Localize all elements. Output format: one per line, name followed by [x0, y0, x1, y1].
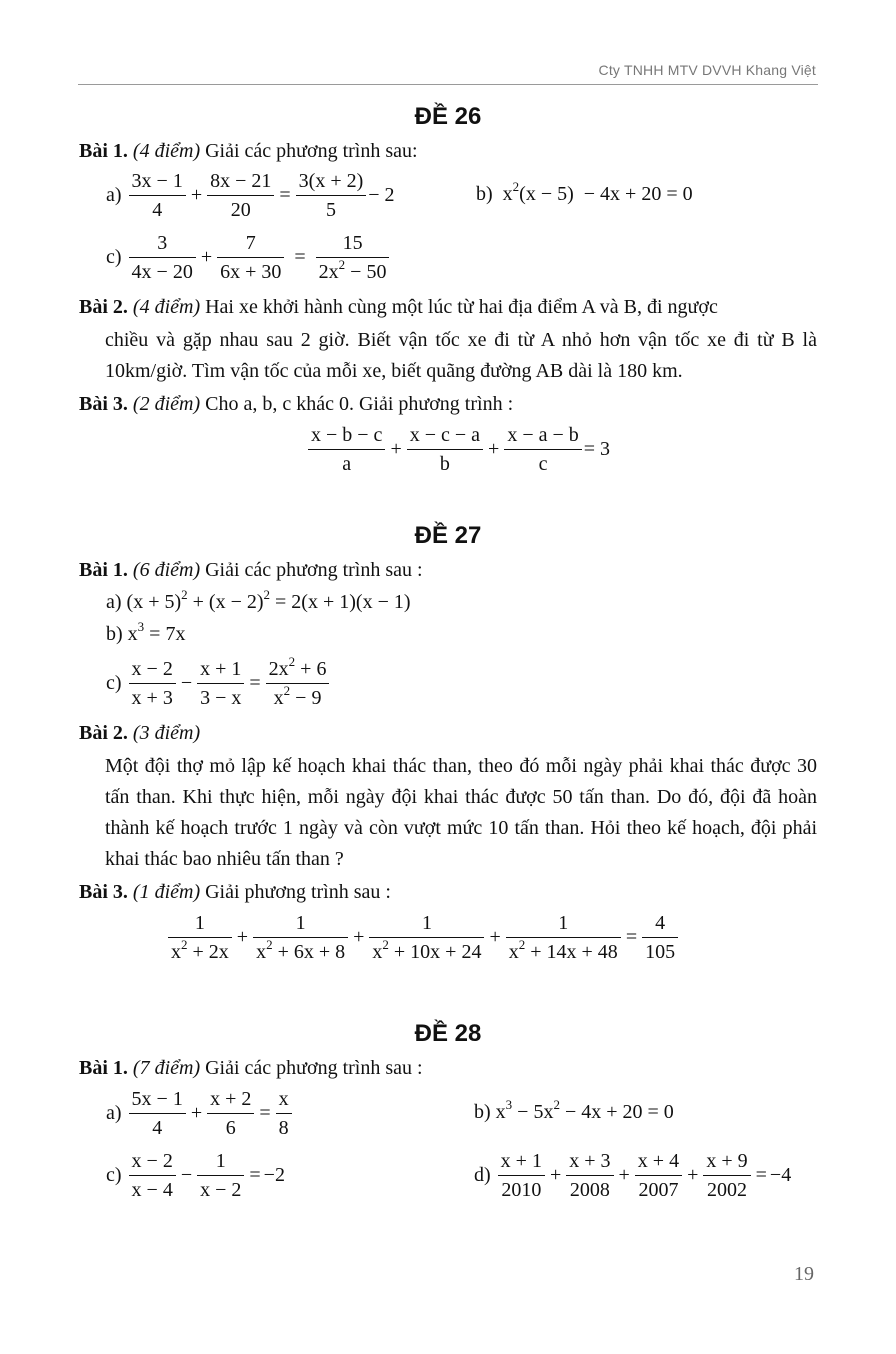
header-rule [78, 84, 818, 85]
de26-eq-b: b) $x^2(x - 5) - 4x + 20 = 0$ [476, 179, 693, 205]
de27-bai3-heading: Bài 3. (1 điểm) Giải phương trình sau : [79, 881, 391, 903]
de26-eq-a: a) $\frac{3x - 1}{4}$ + $\frac{8x - 21}{20}$ = $\frac{3(x + 2)}{5}$ − 2 [106, 167, 395, 224]
de27-bai2-text: Một đội thợ mỏ lập kế hoạch khai thác than, theo đó mỗi ngày phải khai thác được 30 tấn than. Khi thực hiện, mỗi ngày đội khai thác được 50 tấn than. Do đó, đội đã hoàn thành kế hoạch trước 1 ngày và còn vượt mức 10 tấn than. Hỏi theo kế hoạch, đội phải khai thác bao nhiêu tấn than ? [105, 755, 817, 870]
de28-eq-c: c) $\frac{x - 2}{x - 4}$ − $\frac{1}{x - 2}$ = −2 [106, 1147, 285, 1204]
de27-eq-a: a) $(x + 5)^2 + (x - 2)^2 = 2(x + 1)(x - 1)$ [106, 587, 411, 613]
de26-bai3-heading: Bài 3. (2 điểm) Cho a, b, c khác 0. Giải phương trình : [79, 393, 514, 415]
exam-title-28: ĐỀ 28 [414, 1020, 482, 1047]
de28-bai1-heading: Bài 1. (7 điểm) Giải các phương trình sau : [79, 1057, 423, 1079]
de28-eq-b: b) $x^3 - 5x^2 - 4x + 20 = 0$ [474, 1097, 674, 1123]
de27-bai3-eq: $\frac{1}{x^2 + 2x}$ + $\frac{1}{x^2 + 6x + 8}$ + $\frac{1}{x^2 + 10x + 24}$ + $\frac{1}{x^2 + 14x + 48}$ = $\frac{4}{105}$ [166, 909, 680, 966]
de26-bai2-text: chiều và gặp nhau sau 2 giờ. Biết vận tốc xe đi từ A nhỏ hơn vận tốc xe đi từ B là 10km/giờ. Tìm vận tốc của mỗi xe, biết quãng đường AB dài là 180 km. [105, 329, 817, 382]
exam-title-26: ĐỀ 26 [414, 103, 482, 130]
de28-eq-d: d) $\frac{x + 1}{2010}$ + $\frac{x + 3}{2008}$ + $\frac{x + 4}{2007}$ + $\frac{x + 9}{2002}$ = −4 [474, 1147, 791, 1204]
de26-bai3-eq: $\frac{x - b - c}{a}$ + $\frac{x - c - a}{b}$ + $\frac{x - a - b}{c}$ = 3 [306, 421, 610, 478]
de28-eq-a: a) $\frac{5x - 1}{4}$ + $\frac{x + 2}{6}$ = $\frac{x}{8}$ [106, 1085, 294, 1142]
de26-bai1-heading: Bài 1. (4 điểm) Giải các phương trình sau: [79, 140, 418, 162]
de27-bai1-heading: Bài 1. (6 điểm) Giải các phương trình sau : [79, 559, 423, 581]
de26-eq-c: c) $\frac{3}{4x - 20}$ + $\frac{7}{6x + 30}$ = $\frac{15}{2x^2 - 50}$ [106, 229, 391, 286]
de27-bai2-heading: Bài 2. (3 điểm) [79, 722, 201, 744]
publisher-header: Cty TNHH MTV DVVH Khang Việt [598, 62, 816, 78]
de27-eq-b: b) $x^3 = 7x$ [106, 619, 186, 645]
page-number: 19 [794, 1263, 814, 1285]
de27-eq-c: c) $\frac{x - 2}{x + 3}$ − $\frac{x + 1}{3 - x}$ = $\frac{2x^2 + 6}{x^2 - 9}$ [106, 655, 331, 712]
de26-bai2-heading: Bài 2. (4 điểm) Hai xe khởi hành cùng một lúc từ hai địa điểm A và B, đi ngược [79, 296, 718, 318]
exam-title-27: ĐỀ 27 [414, 522, 482, 549]
